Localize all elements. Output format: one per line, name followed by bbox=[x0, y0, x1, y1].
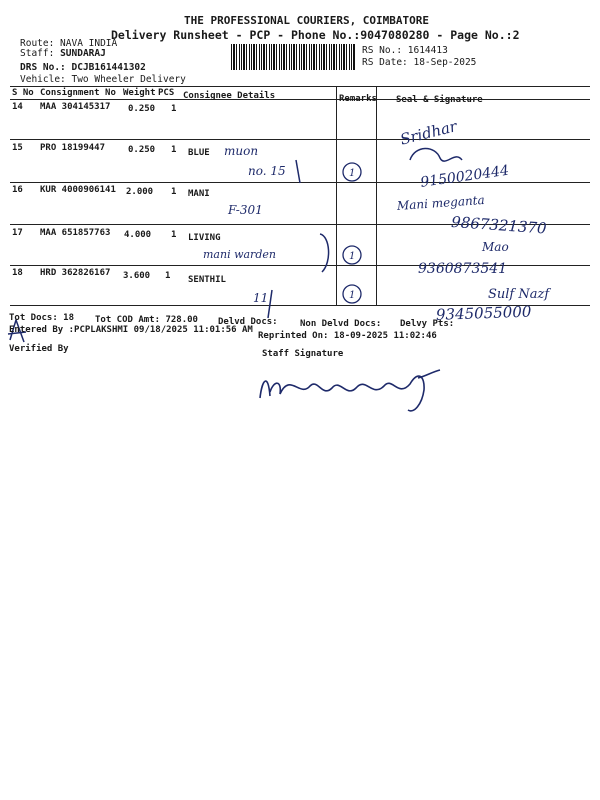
row-14-consignment: MAA 304145317 bbox=[40, 102, 111, 112]
hw-r18-note: 11 bbox=[253, 291, 269, 305]
vehicle-label: Vehicle: Two Wheeler Delivery bbox=[20, 74, 186, 85]
hw-r18-phone: 9345055000 bbox=[435, 302, 532, 324]
row-16-consignee: MANI bbox=[188, 189, 210, 199]
col-remarks: Remarks bbox=[339, 94, 377, 104]
row-15-consignment: PRO 18199447 bbox=[40, 143, 106, 153]
non-delvd-docs: Non Delvd Docs: bbox=[300, 319, 382, 329]
col-pcs: PCS bbox=[158, 88, 175, 98]
row-14-weight: 0.250 bbox=[128, 104, 156, 114]
staff-signature-label: Staff Signature bbox=[262, 349, 344, 359]
row-17-consignment: MAA 651857763 bbox=[40, 228, 111, 238]
row-17-pcs: 1 bbox=[171, 230, 177, 240]
hw-r16-signature: Mani meganta bbox=[396, 192, 486, 213]
hw-r17-phone: 9360873541 bbox=[418, 261, 508, 277]
hw-r17-signature: Mao bbox=[482, 240, 509, 254]
row-15-sno: 15 bbox=[12, 143, 23, 153]
hw-r15-remark: 1 bbox=[349, 168, 356, 179]
hw-r14-signature: Sridhar bbox=[398, 117, 459, 149]
col-consignee: Consignee Details bbox=[183, 91, 276, 101]
row-18-consignee: SENTHIL bbox=[188, 275, 226, 285]
row-16-weight: 2.000 bbox=[126, 187, 154, 197]
drs-label: DRS No.: bbox=[20, 62, 66, 73]
row-18-pcs: 1 bbox=[165, 271, 171, 281]
staff-signature-scribble bbox=[260, 370, 440, 411]
row-18-weight: 3.600 bbox=[123, 271, 151, 281]
col-sno: S No bbox=[12, 88, 34, 98]
hw-r15-note: muon bbox=[224, 144, 259, 158]
hw-r17-note: mani warden bbox=[203, 248, 276, 261]
verified-by: Verified By bbox=[9, 344, 69, 354]
staff-value: SUNDARAJ bbox=[60, 48, 106, 59]
hw-r18-remark: 1 bbox=[349, 290, 356, 301]
row-17-sno: 17 bbox=[12, 228, 23, 238]
col-seal-signature: Seal & Signature bbox=[396, 95, 483, 105]
col-weight: Weight bbox=[123, 88, 156, 98]
row-16-pcs: 1 bbox=[171, 187, 177, 197]
rs-date: RS Date: 18-Sep-2025 bbox=[362, 57, 477, 68]
row-18-sno: 18 bbox=[12, 268, 23, 278]
staff-label: Staff: bbox=[20, 48, 55, 59]
hw-r15-phone: 9150020444 bbox=[419, 162, 510, 191]
reprinted-on: Reprinted On: 18-09-2025 11:02:46 bbox=[258, 331, 437, 341]
tot-docs: Tot Docs: 18 bbox=[9, 313, 75, 323]
delvd-docs: Delvd Docs: bbox=[218, 317, 278, 327]
hw-r15-note2: no. 15 bbox=[248, 164, 286, 178]
row-16-consignment: KUR 4000906141 bbox=[40, 185, 116, 195]
row-18-consignment: HRD 362826167 bbox=[40, 268, 111, 278]
runsheet-subtitle: Delivery Runsheet - PCP - Phone No.:9047080280 - Page No.:2 bbox=[111, 28, 520, 42]
row-17-weight: 4.000 bbox=[124, 230, 152, 240]
company-title: THE PROFESSIONAL COURIERS, COIMBATORE bbox=[184, 14, 430, 27]
tot-cod: Tot COD Amt: 728.00 bbox=[95, 315, 198, 325]
row-14-sno: 14 bbox=[12, 102, 23, 112]
hw-r16-phone: 9867321370 bbox=[450, 212, 548, 238]
row-16-sno: 16 bbox=[12, 185, 23, 195]
hw-r16-note: F-301 bbox=[228, 203, 263, 217]
row-15-pcs: 1 bbox=[171, 145, 177, 155]
entered-by: Entered By :PCPLAKSHMI 09/18/2025 11:01:56 AM bbox=[9, 325, 253, 335]
row-15-weight: 0.250 bbox=[128, 145, 156, 155]
route-label: Route: NAVA INDIA bbox=[20, 38, 118, 49]
col-consignment: Consignment No bbox=[40, 88, 116, 98]
row-15-consignee: BLUE bbox=[188, 148, 210, 158]
hw-r17-remark: 1 bbox=[349, 251, 356, 262]
drs-value: DCJB161441302 bbox=[71, 62, 146, 73]
rs-no: RS No.: 1614413 bbox=[362, 45, 448, 56]
hw-r18-signature: Sulf Nazf bbox=[488, 287, 550, 302]
row-17-consignee: LIVING bbox=[188, 233, 221, 243]
row-14-pcs: 1 bbox=[171, 104, 177, 114]
delvy-pts: Delvy Pts: bbox=[400, 319, 455, 329]
